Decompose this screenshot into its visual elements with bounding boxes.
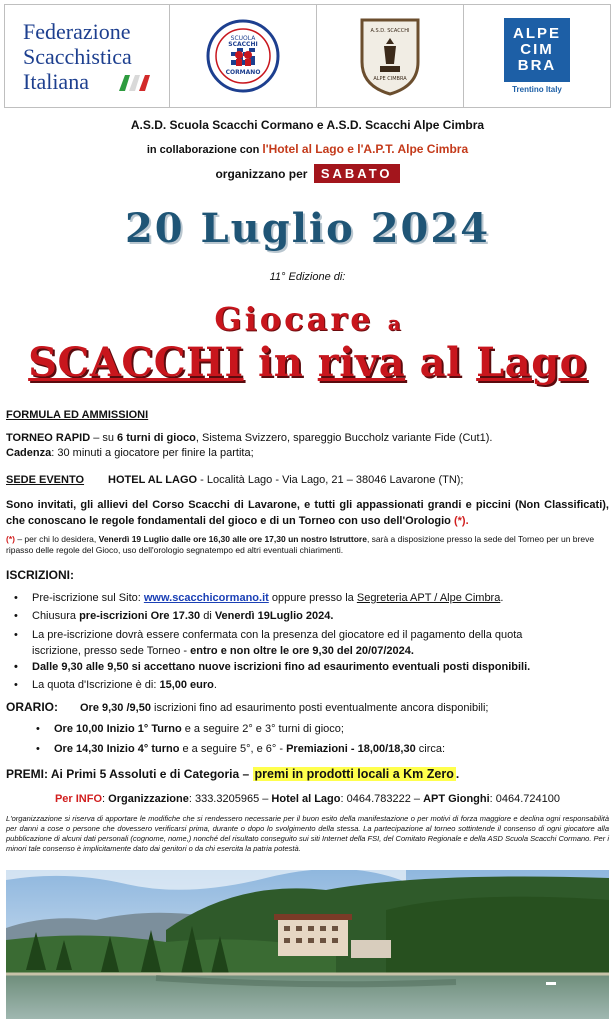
b2-bold: pre-iscrizioni Ore 17.30 (79, 610, 201, 622)
info-hotel-num: : 0464.783222 – (340, 793, 424, 805)
chess-shield-icon (358, 16, 422, 96)
instructor-note (6, 534, 609, 556)
title-giocare: Giocare (214, 300, 374, 338)
cadenza-text: : 30 minuti a giocatore per finire la partita; (51, 447, 254, 459)
b2-pre: Chiusura (32, 610, 80, 622)
b2-mid: di (200, 610, 215, 622)
event-date: 20 Luglio 2024 (124, 205, 491, 252)
collaboration-prefix: in collaborazione con (146, 144, 263, 156)
orario-l1-rest: iscrizioni fino ad esaurimento posti eventualmente ancora disponibili; (150, 702, 489, 714)
torneo-text-2: , Sistema Svizzero, spareggio Buccholz variante Fide (Cut1). (195, 432, 493, 444)
chess-school-emblem-icon (206, 19, 280, 93)
alpe-logo-text-1: A.S.D. SCACCHI (370, 28, 410, 34)
alpe-cimbra-tourism-logo (464, 5, 610, 107)
info-sep: : (102, 793, 109, 805)
title-in: in (258, 339, 304, 386)
orario-l1-bold: Ore 9,30 /9,50 (80, 702, 151, 714)
italian-flag-icon (117, 71, 151, 93)
logo-header (4, 4, 611, 108)
info-label: Per INFO (54, 793, 103, 805)
invitation-mark: (*). (453, 515, 469, 527)
cimbra-line-1: ALPE (512, 25, 561, 42)
torneo-label: TORNEO RAPID (6, 432, 91, 444)
note-pre: – per chi lo desidera, (14, 534, 99, 544)
info-org-label: Organizzazione (108, 793, 189, 805)
day-badge: SABATO (314, 164, 400, 183)
segreteria-label: Segreteria APT / Alpe Cimbra (356, 592, 501, 604)
fsi-logo (5, 5, 170, 107)
sede-address: - Località Lago - Via Lago, 21 – 38046 Lavarone (TN); (197, 474, 464, 486)
torneo-text-1: – su (90, 432, 118, 444)
invitation-paragraph (6, 497, 609, 529)
title-riva: riva (317, 339, 406, 386)
fsi-line-1: Federazione (23, 18, 131, 44)
note-bold: Venerdì 19 Luglio dalle ore 16,30 alle ore 17,30 un nostro Istruttore (98, 534, 367, 544)
fsi-line-3: Italiana (23, 68, 89, 94)
b3-line-1: La pre-iscrizione dovrà essere confermata con la presenza del giocatore ed il pagamento della quota (32, 629, 523, 641)
bullet-quota (32, 678, 607, 693)
b1-pre: Pre-iscrizione sul Sito: (32, 592, 144, 604)
bullet-conferma (32, 627, 607, 659)
alpe-logo-text-2: ALPE CIMBRA (373, 76, 407, 82)
invitation-text: Sono invitati, gli allievi del Corso Scacchi di Lavarone, e tutti gli appassionati grandi e piccini (Non Classificati), che conoscano le regole fondamentali del gioco e di un Torneo con uso dell'Orologio (6, 499, 609, 527)
cormano-text-3: CORMANO (225, 69, 261, 76)
premi-end: . (455, 767, 460, 781)
orario-l2-rest: e a seguire 2° e 3° turni di gioco; (181, 723, 344, 735)
orario-l3-mid: e a seguire 5°, e 6° - (179, 743, 287, 755)
organize-for-text: organizzano per (215, 167, 308, 181)
orario-bullet-2 (54, 742, 604, 757)
trentino-label: Trentino Italy (512, 85, 562, 94)
cadenza-line (6, 446, 609, 460)
cormano-text-1: SCUOLA (230, 35, 256, 42)
note-mark: (*) (6, 534, 15, 544)
bullet-chiusura (32, 609, 607, 624)
premi-line (6, 767, 609, 781)
orario-l3-bold: Ore 14,30 Inizio 4° turno (54, 743, 180, 755)
info-apt-num: : 0464.724100 (489, 793, 561, 805)
orario-l2-bold: Ore 10,00 Inizio 1° Turno (54, 723, 182, 735)
fsi-line-2: Scacchistica (23, 43, 132, 69)
sede-label: SEDE EVENTO (6, 474, 85, 486)
cimbra-line-2: CIM (520, 41, 554, 58)
collaboration-line (0, 142, 615, 156)
orario-l3-bold2: Premiazioni - 18,00/18,30 (286, 743, 416, 755)
disclaimer: L'organizzazione si riserva di apportare le modifiche che si rendessero necessarie per il buon esito della manifestazione o per motivi di forza maggiore e declina ogni responsabilità per danni a cose o persone che dovessero verificarsi prima, durante o dopo lo svolgimento della stessa. La partecipazione al torneo sottintende il consenso di ogni giocatore alla pubblicazione di alcuni dati personali (cognome, nome,) nonché del risultato conseguito sui siti Internet della FSI, del Comitato Regionale e della ASD Scuola Scacchi Cormano. Per i minori tale consenso è implicitamente dato dai genitori o da chi esercita la patria potestà. (6, 814, 609, 853)
title-a: a (387, 311, 401, 335)
cimbra-line-3: BRA (517, 57, 557, 74)
organize-for-line (0, 164, 615, 183)
orario-bullet-1 (54, 722, 604, 737)
premi-highlight: premi in prodotti locali a Km Zero (254, 767, 454, 781)
info-line (0, 793, 615, 805)
orario-l3-end: circa: (415, 743, 446, 755)
b5-pre: La quota d'Iscrizione è di: (32, 679, 160, 691)
info-org-num: : 333.3205965 – (188, 793, 272, 805)
alpe-cimbra-mark (504, 18, 570, 82)
cormano-logo (170, 5, 317, 107)
bullet-nuove-iscrizioni: • Dalle 9,30 alle 9,50 si accettano nuove iscrizioni fino ad esaurimento eventuali posti disponibili. (32, 660, 607, 675)
bullet-preiscrizione (32, 591, 607, 606)
website-link[interactable]: www.scacchicormano.it (143, 592, 269, 604)
title-lago: Lago (476, 339, 587, 386)
orario-label: ORARIO: (6, 700, 58, 714)
formula-heading: FORMULA ED AMMISSIONI (6, 409, 149, 421)
b1-end: . (500, 592, 504, 604)
collaboration-partners: l'Hotel al Lago e l'A.P.T. Alpe Cimbra (262, 142, 469, 156)
premi-text: PREMI: Ai Primi 5 Assoluti e di Categoria – (6, 767, 253, 781)
quota-amount: 15,00 euro (159, 679, 214, 691)
lake-hotel-photo (6, 870, 609, 1019)
event-title-line-2 (0, 339, 615, 386)
b3-line-2-pre: iscrizione, presso sede Torneo - (32, 645, 191, 657)
edition-label: 11° Edizione di: (269, 271, 346, 283)
b3-line-2-bold: entro e non oltre le ore 9,30 del 20/07/2024. (190, 645, 414, 657)
torneo-turns: 6 turni di gioco (117, 432, 196, 444)
event-title-line-1 (0, 300, 615, 338)
title-scacchi: SCACCHI (28, 339, 244, 386)
title-al: al (419, 339, 462, 386)
orario-line-1 (6, 700, 609, 715)
note-post: , sarà a disposizione presso la sede del Torneo per un breve ripasso delle regole del Gioco, uso dell'orologio segnatempo ed altri eventuali chiarimenti. (6, 534, 595, 555)
b5-end: . (213, 679, 217, 691)
info-hotel-label: Hotel al Lago (271, 793, 341, 805)
info-apt-label: APT Gionghi (423, 793, 490, 805)
sede-line (6, 473, 609, 487)
b1-mid: oppure presso la (268, 592, 357, 604)
torneo-line (6, 431, 609, 445)
iscrizioni-heading: ISCRIZIONI: (6, 568, 74, 582)
cormano-text-2: SCACCHI (228, 41, 258, 48)
organizers-line: A.S.D. Scuola Scacchi Cormano e A.S.D. Scacchi Alpe Cimbra (130, 118, 485, 132)
cadenza-label: Cadenza (6, 447, 52, 459)
alpe-cimbra-chess-logo (317, 5, 464, 107)
sede-hotel: HOTEL AL LAGO (108, 474, 198, 486)
b2-bold2: Venerdì 19Luglio 2024. (214, 610, 334, 622)
